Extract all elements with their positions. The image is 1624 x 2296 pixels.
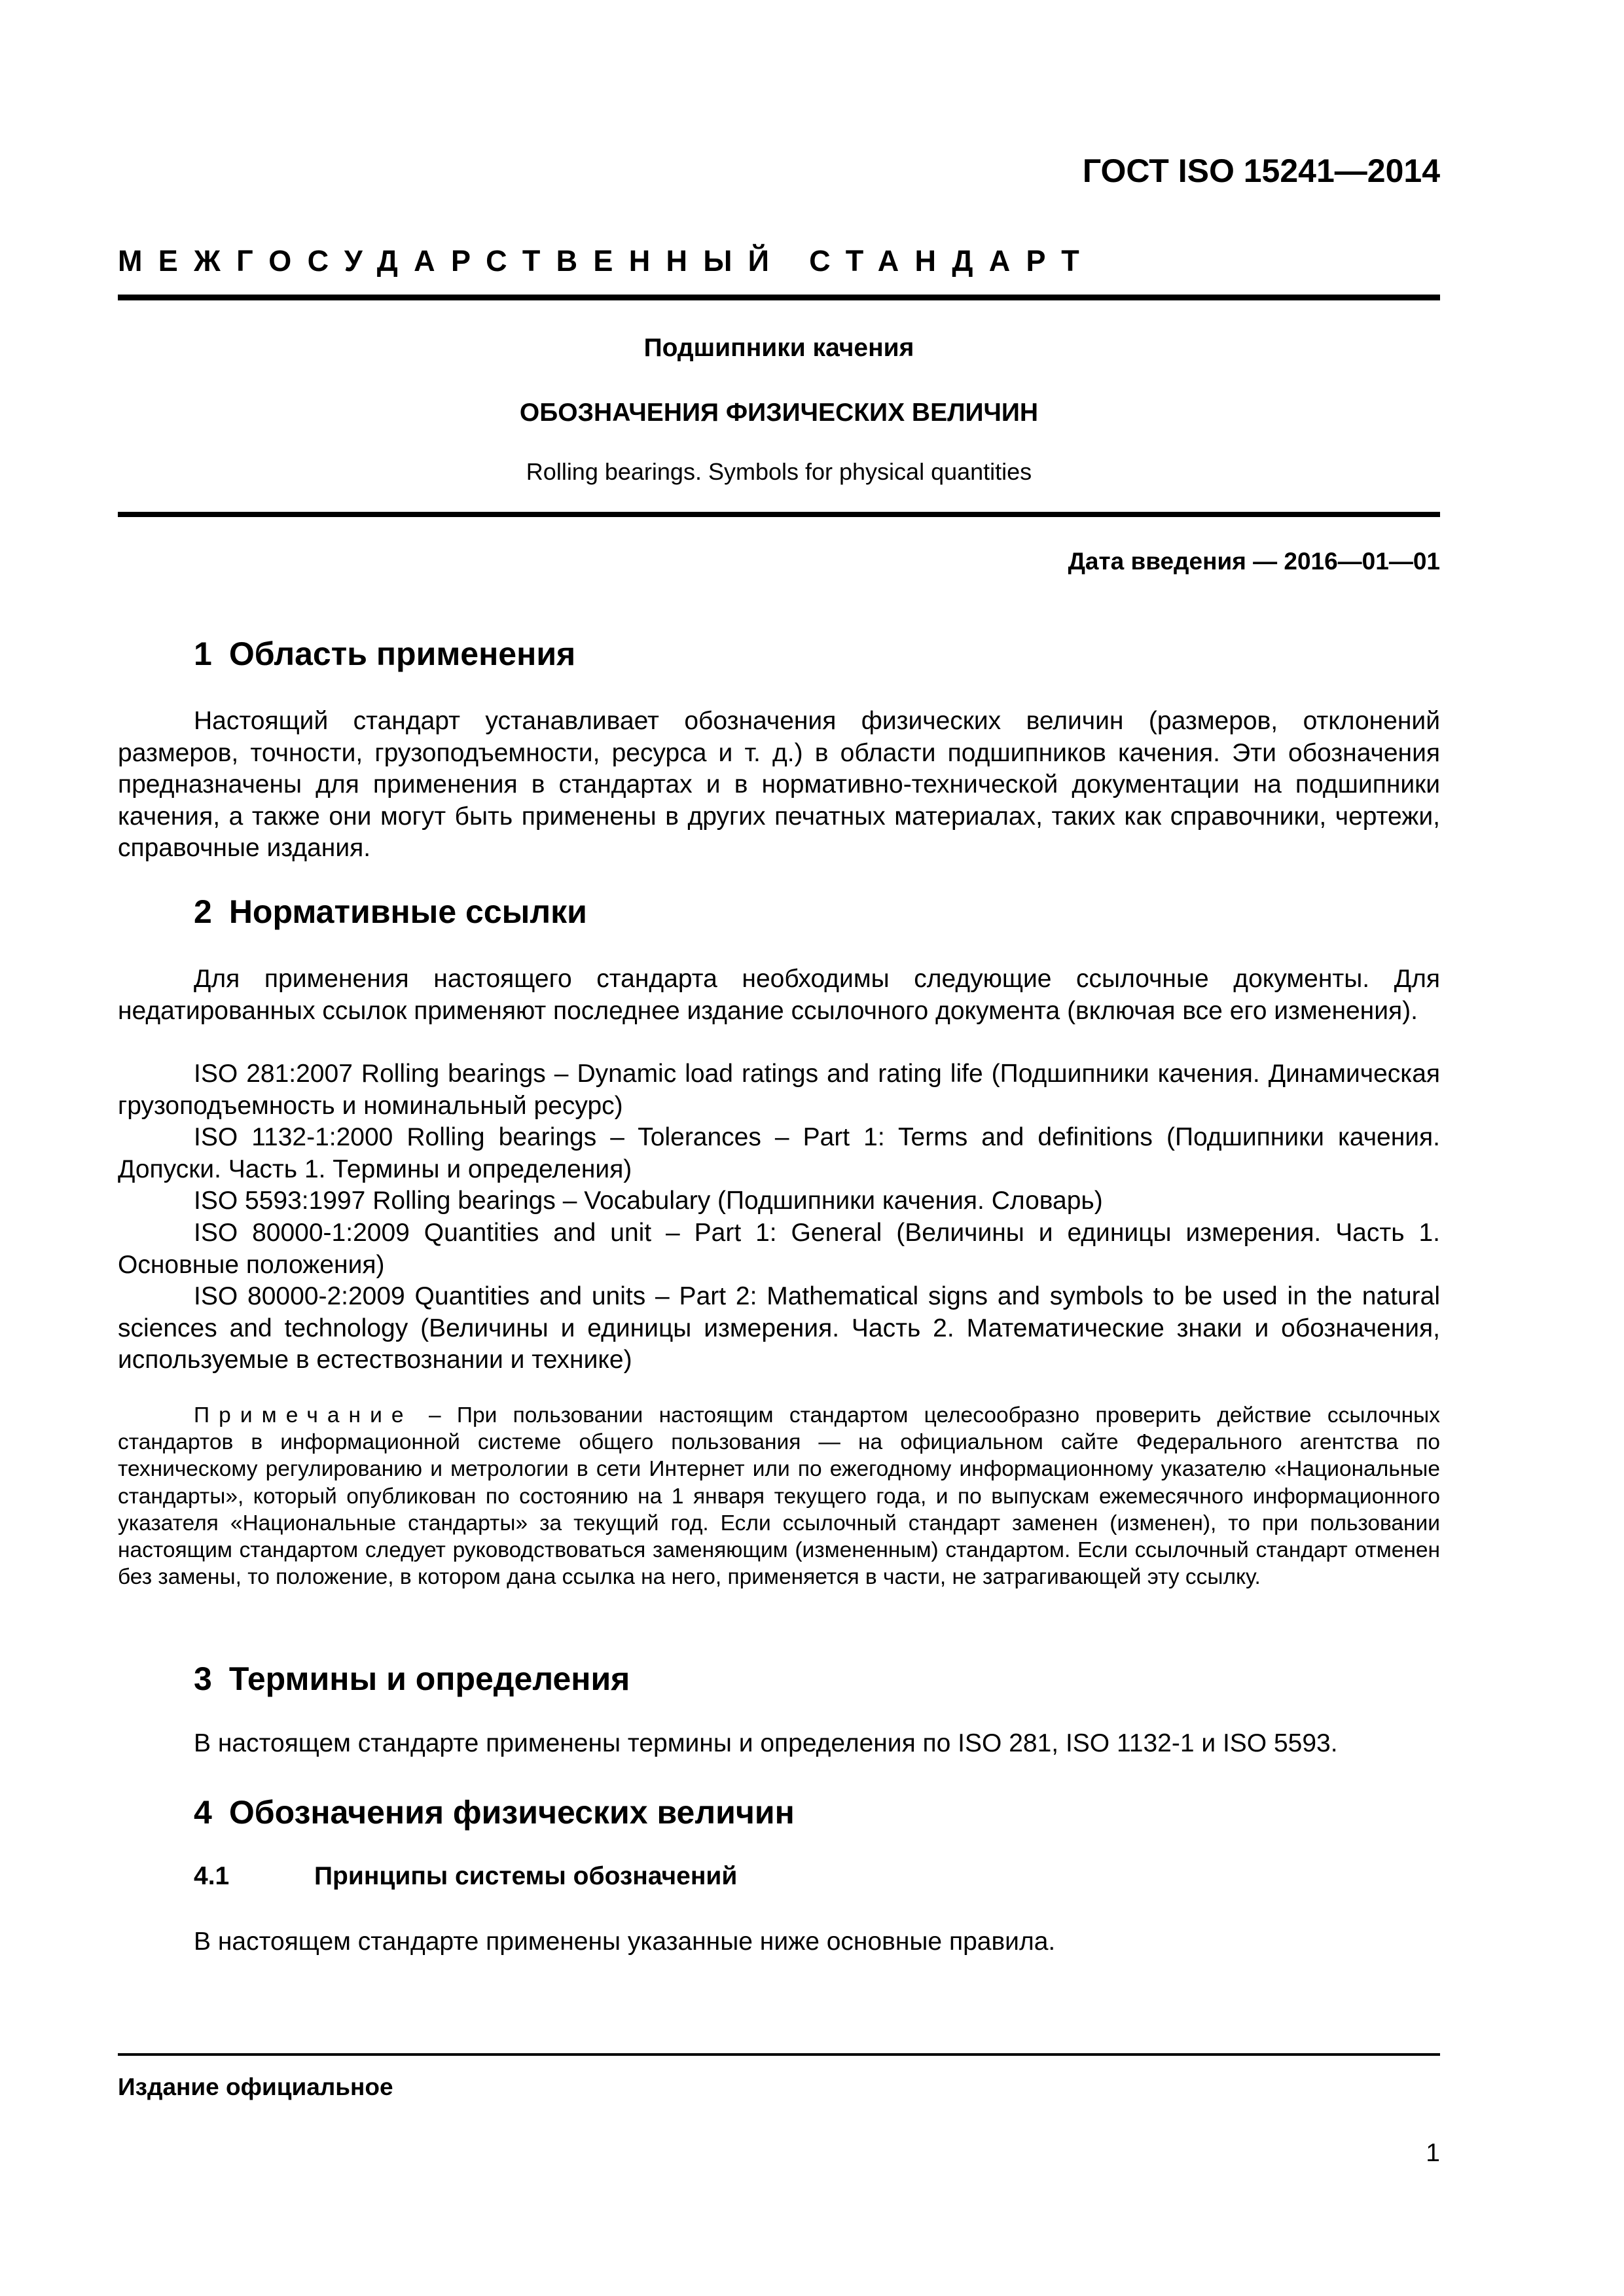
section-title: Нормативные ссылки (228, 893, 587, 930)
title-english: Rolling bearings. Symbols for physical quantities (526, 458, 1032, 485)
section-number: 1 (194, 636, 212, 672)
section-number: 3 (194, 1660, 212, 1697)
subsection-4-1-heading (194, 1862, 737, 1891)
page-number: 1 (1426, 2139, 1440, 2167)
section-number: 4 (194, 1794, 212, 1831)
footer-rule (118, 2053, 1440, 2056)
section-title: Область применения (228, 636, 576, 672)
section-1-heading (194, 635, 575, 673)
section-number: 2 (194, 893, 212, 930)
subsection-title: Принципы системы обозначений (314, 1862, 738, 1890)
introduction-date: Дата введения — 2016—01—01 (1068, 548, 1440, 575)
section-4-heading (194, 1793, 795, 1831)
title-rule (118, 512, 1440, 517)
note (118, 1402, 1440, 1590)
note-label: Примечание (194, 1403, 413, 1427)
reference-item: ISO 5593:1997 Rolling bearings – Vocabulary (Подшипники качения. Словарь) (194, 1187, 1103, 1215)
section-4-text: В настоящем стандарте применены указанные ниже основные правила. (194, 1928, 1056, 1956)
header-rule (118, 295, 1440, 300)
edition-label: Издание официальное (118, 2073, 393, 2100)
section-2-heading (194, 893, 587, 931)
product-name: Подшипники качения (643, 334, 914, 362)
gost-code: ГОСТ ISO 15241—2014 (1082, 152, 1440, 189)
section-3-text: В настоящем стандарте применены термины и определения по ISO 281, ISO 1132-1 и ISO 5593. (194, 1729, 1338, 1757)
reference-item: ISO 80000-1:2009 Quantities and unit – Part 1: General (Величины и единицы измерения. Часть 1. Основные положения) (118, 1219, 1440, 1279)
reference-item: ISO 1132-1:2000 Rolling bearings – Tolerances – Part 1: Terms and definitions (Подшипники качения. Допуски. Часть 1. Термины и определения) (118, 1123, 1440, 1183)
section-3-heading (194, 1660, 630, 1698)
section-title: Термины и определения (228, 1660, 630, 1697)
section-2-intro: Для применения настоящего стандарта необходимы следующие ссылочные документы. Для недатированных ссылок применяют последнее издание ссылочного документа (включая все его изменения). (118, 965, 1440, 1025)
reference-item: ISO 281:2007 Rolling bearings – Dynamic load ratings and rating life (Подшипники качения. Динамическая грузоподъемность и номинальный ресурс) (118, 1060, 1440, 1120)
standard-type-heading: МЕЖГОСУДАРСТВЕННЫЙ СТАНДАРТ (118, 244, 1096, 278)
subsection-number: 4.1 (194, 1862, 230, 1890)
reference-item: ISO 80000-2:2009 Quantities and units – Part 2: Mathematical signs and symbols to be used in the natural sciences and technology (Величины и единицы измерения. Часть 2. Математические знаки и обозначения, используемые в естествознании и технике) (118, 1282, 1440, 1374)
section-1-text: Настоящий стандарт устанавливает обозначения физических величин (размеров, отклонений размеров, точности, грузоподъемности, ресурса и т. д.) в области подшипников качения. Эти обозначения предназначены для применения в стандартах и в нормативно-технической документации на подшипники качения, а также они могут быть применены в других печатных материалах, таких как справочники, чертежи, справочные издания. (118, 707, 1440, 862)
note-text: – При пользовании настоящим стандартом целесообразно проверить действие ссылочных стандартов в информационной системе общего пользования — на официальном сайте Федерального агентства по техническому регулированию и метрологии в сети Интернет или по ежегодному информационному указателю «Национальные стандарты», который опубликован по состоянию на 1 января текущего года, и по выпускам ежемесячного информационного указателя «Национальные стандарты» за текущий год. Если ссылочный стандарт заменен (изменен), то при пользовании настоящим стандартом следует руководствоваться заменяющим (измененным) стандартом. Если ссылочный стандарт отменен без замены, то положение, в котором дана ссылка на него, применяется в части, не затрагивающей эту ссылку. (118, 1403, 1440, 1590)
section-title: Обозначения физических величин (228, 1794, 795, 1831)
title-russian: ОБОЗНАЧЕНИЯ ФИЗИЧЕСКИХ ВЕЛИЧИН (519, 399, 1039, 427)
